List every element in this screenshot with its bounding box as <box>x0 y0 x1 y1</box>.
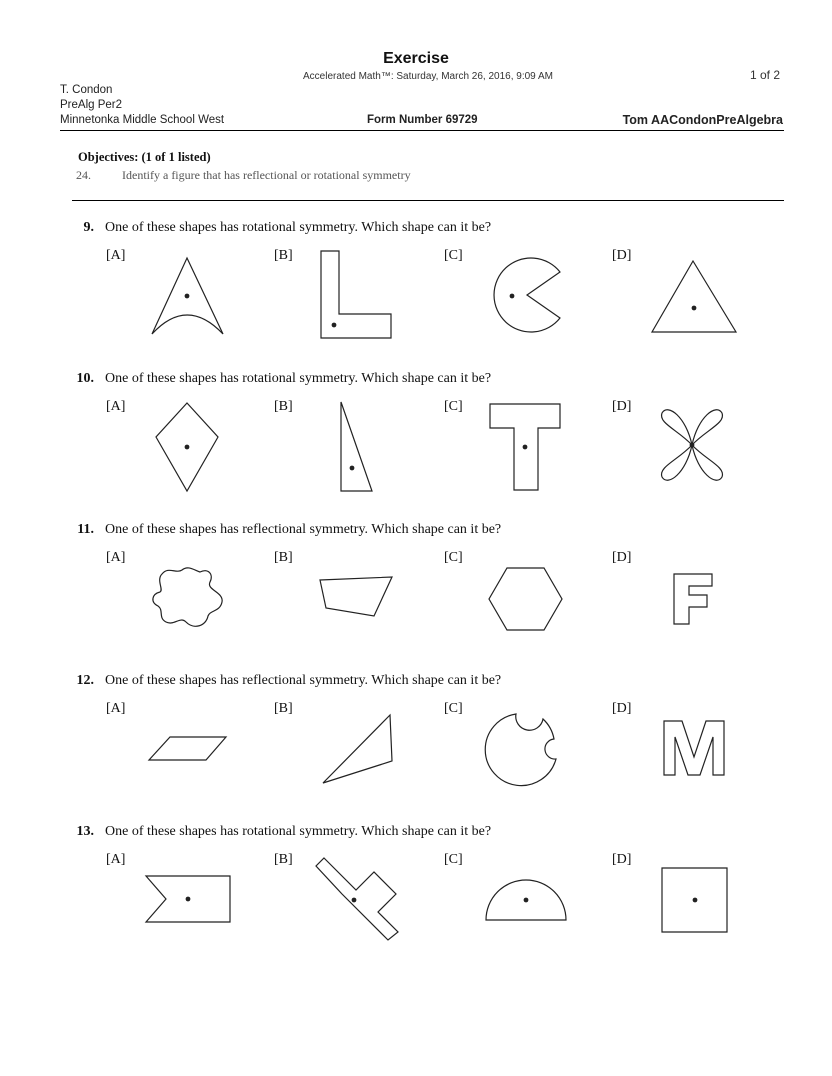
option-a-label[interactable]: [A] <box>106 399 126 414</box>
letter-m-shape <box>662 719 728 779</box>
option-a-label[interactable]: [A] <box>106 701 126 716</box>
notched-rectangle-shape <box>144 874 234 926</box>
form-number: Form Number 69729 <box>367 114 478 126</box>
option-b-label[interactable]: [B] <box>274 701 293 716</box>
page-title: Exercise <box>383 50 449 67</box>
option-d-label[interactable]: [D] <box>612 701 632 716</box>
option-c-label[interactable]: [C] <box>444 701 463 716</box>
l-shape <box>320 250 395 340</box>
question-text: One of these shapes has reflectional symmetry. Which shape can it be? <box>105 673 502 688</box>
question-number: 10. <box>76 371 94 386</box>
class-name: PreAlg Per2 <box>60 99 123 111</box>
question-text: One of these shapes has rotational symmetry. Which shape can it be? <box>105 824 492 839</box>
notched-circle-shape <box>488 711 564 787</box>
question-number: 12. <box>76 673 94 688</box>
hexagon-shape <box>488 566 564 632</box>
objectives-heading: Objectives: (1 of 1 listed) <box>78 150 211 164</box>
arrowhead-shape <box>150 258 230 338</box>
semicircle-shape <box>484 878 568 924</box>
student-name: Tom AACondonPreAlgebra <box>622 113 783 127</box>
kite-shape <box>154 401 224 493</box>
right-triangle-shape <box>338 401 378 493</box>
option-a-label[interactable]: [A] <box>106 248 126 263</box>
option-d-label[interactable]: [D] <box>612 550 632 565</box>
option-b-label[interactable]: [B] <box>274 550 293 565</box>
option-c-label[interactable]: [C] <box>444 248 463 263</box>
question-number: 11. <box>77 522 94 537</box>
option-d-label[interactable]: [D] <box>612 399 632 414</box>
objective-number: 24. <box>76 168 91 182</box>
question-number: 9. <box>83 220 94 235</box>
option-c-label[interactable]: [C] <box>444 399 463 414</box>
question-text: One of these shapes has reflectional symmetry. Which shape can it be? <box>105 522 502 537</box>
quadrilateral-shape <box>318 576 394 620</box>
square-shape <box>660 866 730 934</box>
t-shape <box>488 403 564 493</box>
subtitle: Accelerated Math™: Saturday, March 26, 2016, 9:09 AM <box>303 71 553 82</box>
option-a-label[interactable]: [A] <box>106 852 126 867</box>
header-divider <box>60 130 784 131</box>
option-b-label[interactable]: [B] <box>274 399 293 414</box>
option-d-label[interactable]: [D] <box>612 248 632 263</box>
tilted-t-shape <box>314 856 400 942</box>
question-number: 13. <box>76 824 94 839</box>
option-c-label[interactable]: [C] <box>444 852 463 867</box>
option-a-label[interactable]: [A] <box>106 550 126 565</box>
option-b-label[interactable]: [B] <box>274 248 293 263</box>
question-text: One of these shapes has rotational symmetry. Which shape can it be? <box>105 220 492 235</box>
scalene-triangle-shape <box>320 713 394 785</box>
option-d-label[interactable]: [D] <box>612 852 632 867</box>
objectives-divider <box>72 200 784 201</box>
objective-text: Identify a figure that has reflectional or rotational symmetry <box>122 168 411 182</box>
blob-shape <box>150 564 228 632</box>
teacher-name: T. Condon <box>60 84 113 96</box>
parallelogram-shape <box>146 735 230 763</box>
page-number: 1 of 2 <box>749 68 780 82</box>
school-name: Minnetonka Middle School West <box>60 114 225 126</box>
pacman-shape <box>489 258 569 338</box>
option-c-label[interactable]: [C] <box>444 550 463 565</box>
question-text: One of these shapes has rotational symmetry. Which shape can it be? <box>105 371 492 386</box>
four-petal-shape <box>656 405 732 485</box>
option-b-label[interactable]: [B] <box>274 852 293 867</box>
triangle-shape <box>650 260 740 336</box>
letter-f-shape <box>672 572 716 628</box>
